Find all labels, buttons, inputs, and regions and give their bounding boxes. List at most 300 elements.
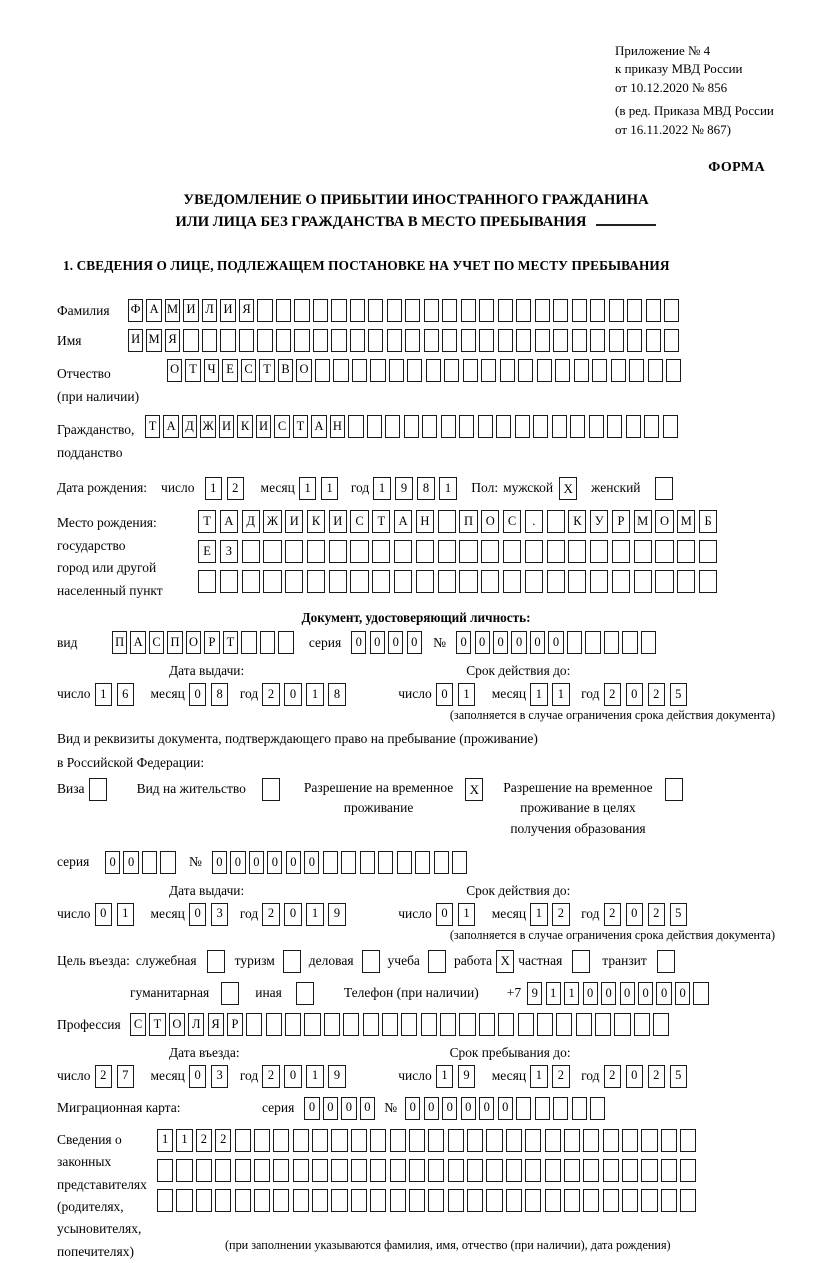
purpose-business-checkbox[interactable]: [362, 950, 380, 973]
char-cell[interactable]: [603, 1129, 619, 1152]
char-cell[interactable]: 1: [299, 477, 317, 500]
char-cell[interactable]: И: [329, 510, 347, 533]
char-cell[interactable]: [329, 570, 347, 593]
char-cell[interactable]: [661, 1159, 677, 1182]
char-cell[interactable]: [235, 1189, 251, 1212]
char-cell[interactable]: 3: [211, 1065, 229, 1088]
char-cell[interactable]: 1: [321, 477, 339, 500]
char-cell[interactable]: 0: [249, 851, 264, 874]
char-cell[interactable]: [241, 631, 256, 654]
char-cell[interactable]: А: [130, 631, 145, 654]
char-cell[interactable]: Т: [149, 1013, 165, 1036]
char-cell[interactable]: 2: [604, 683, 622, 706]
char-cell[interactable]: Р: [227, 1013, 243, 1036]
char-cell[interactable]: [612, 540, 630, 563]
char-cell[interactable]: А: [311, 415, 326, 438]
char-cell[interactable]: [215, 1189, 231, 1212]
char-cell[interactable]: [378, 851, 393, 874]
char-cell[interactable]: [680, 1129, 696, 1152]
residence-issue-year[interactable]: [262, 903, 350, 926]
char-cell[interactable]: [352, 359, 367, 382]
char-cell[interactable]: 0: [626, 1065, 644, 1088]
char-cell[interactable]: [285, 1013, 301, 1036]
char-cell[interactable]: [611, 359, 626, 382]
char-cell[interactable]: Л: [202, 299, 217, 322]
citizenship-input[interactable]: [145, 415, 681, 438]
char-cell[interactable]: Т: [259, 359, 274, 382]
char-cell[interactable]: [276, 299, 291, 322]
char-cell[interactable]: Н: [330, 415, 345, 438]
char-cell[interactable]: 2: [552, 903, 570, 926]
char-cell[interactable]: [220, 570, 238, 593]
purpose-other-checkbox[interactable]: [296, 982, 314, 1005]
char-cell[interactable]: [545, 1159, 561, 1182]
char-cell[interactable]: 8: [328, 683, 346, 706]
char-cell[interactable]: [486, 1189, 502, 1212]
char-cell[interactable]: 1: [306, 683, 324, 706]
char-cell[interactable]: 0: [442, 1097, 457, 1120]
char-cell[interactable]: [307, 540, 325, 563]
char-cell[interactable]: М: [677, 510, 695, 533]
char-cell[interactable]: [583, 1129, 599, 1152]
char-cell[interactable]: [324, 1013, 340, 1036]
char-cell[interactable]: 0: [284, 683, 302, 706]
char-cell[interactable]: 9: [527, 982, 542, 1005]
char-cell[interactable]: [444, 359, 459, 382]
char-cell[interactable]: [254, 1129, 270, 1152]
char-cell[interactable]: 0: [95, 903, 113, 926]
char-cell[interactable]: 2: [227, 477, 245, 500]
char-cell[interactable]: [622, 1159, 638, 1182]
char-cell[interactable]: [516, 329, 531, 352]
char-cell[interactable]: [595, 1013, 611, 1036]
char-cell[interactable]: [467, 1159, 483, 1182]
char-cell[interactable]: [677, 570, 695, 593]
char-cell[interactable]: [363, 1013, 379, 1036]
char-cell[interactable]: К: [307, 510, 325, 533]
purpose-tourism-checkbox[interactable]: [283, 950, 301, 973]
char-cell[interactable]: [438, 540, 456, 563]
char-cell[interactable]: Я: [239, 299, 254, 322]
char-cell[interactable]: [273, 1159, 289, 1182]
char-cell[interactable]: [409, 1129, 425, 1152]
residence-number-input[interactable]: [212, 851, 471, 874]
char-cell[interactable]: П: [459, 510, 477, 533]
identity-expiry-year[interactable]: [604, 683, 692, 706]
char-cell[interactable]: [592, 359, 607, 382]
char-cell[interactable]: [157, 1189, 173, 1212]
char-cell[interactable]: 0: [656, 982, 671, 1005]
char-cell[interactable]: [515, 415, 530, 438]
char-cell[interactable]: [273, 1189, 289, 1212]
char-cell[interactable]: 0: [424, 1097, 439, 1120]
char-cell[interactable]: 5: [670, 683, 688, 706]
char-cell[interactable]: [370, 1189, 386, 1212]
char-cell[interactable]: [350, 329, 365, 352]
char-cell[interactable]: 2: [552, 1065, 570, 1088]
char-cell[interactable]: Д: [182, 415, 197, 438]
char-cell[interactable]: [627, 299, 642, 322]
char-cell[interactable]: 1: [530, 903, 548, 926]
char-cell[interactable]: [424, 299, 439, 322]
char-cell[interactable]: Р: [612, 510, 630, 533]
char-cell[interactable]: 0: [638, 982, 653, 1005]
char-cell[interactable]: 1: [564, 982, 579, 1005]
char-cell[interactable]: [516, 299, 531, 322]
char-cell[interactable]: [428, 1159, 444, 1182]
identity-issue-month[interactable]: [189, 683, 233, 706]
char-cell[interactable]: И: [128, 329, 143, 352]
char-cell[interactable]: [331, 329, 346, 352]
residence-expiry-year[interactable]: [604, 903, 692, 926]
char-cell[interactable]: 0: [212, 851, 227, 874]
char-cell[interactable]: [438, 570, 456, 593]
char-cell[interactable]: [604, 631, 619, 654]
char-cell[interactable]: [535, 1097, 550, 1120]
char-cell[interactable]: 5: [670, 903, 688, 926]
char-cell[interactable]: 3: [211, 903, 229, 926]
purpose-humanitarian-checkbox[interactable]: [221, 982, 239, 1005]
char-cell[interactable]: [405, 299, 420, 322]
char-cell[interactable]: [434, 851, 449, 874]
char-cell[interactable]: О: [186, 631, 201, 654]
char-cell[interactable]: [590, 540, 608, 563]
sex-female-checkbox[interactable]: [655, 477, 673, 500]
char-cell[interactable]: [448, 1189, 464, 1212]
char-cell[interactable]: [612, 570, 630, 593]
char-cell[interactable]: [664, 329, 679, 352]
char-cell[interactable]: [390, 1189, 406, 1212]
char-cell[interactable]: 0: [675, 982, 690, 1005]
char-cell[interactable]: А: [394, 510, 412, 533]
char-cell[interactable]: 1: [546, 982, 561, 1005]
char-cell[interactable]: [503, 540, 521, 563]
char-cell[interactable]: Б: [699, 510, 717, 533]
char-cell[interactable]: [564, 1159, 580, 1182]
birthplace-input-row1[interactable]: [198, 510, 721, 533]
char-cell[interactable]: [626, 415, 641, 438]
char-cell[interactable]: [609, 299, 624, 322]
char-cell[interactable]: [547, 510, 565, 533]
char-cell[interactable]: [583, 1159, 599, 1182]
char-cell[interactable]: [641, 1159, 657, 1182]
char-cell[interactable]: 0: [436, 903, 454, 926]
surname-input[interactable]: [128, 299, 683, 322]
char-cell[interactable]: 1: [458, 683, 476, 706]
char-cell[interactable]: 0: [123, 851, 138, 874]
char-cell[interactable]: [235, 1159, 251, 1182]
char-cell[interactable]: [481, 540, 499, 563]
char-cell[interactable]: П: [112, 631, 127, 654]
visa-checkbox[interactable]: [89, 778, 107, 801]
char-cell[interactable]: 2: [604, 1065, 622, 1088]
char-cell[interactable]: [535, 329, 550, 352]
identity-number-input[interactable]: [456, 631, 659, 654]
identity-expiry-month[interactable]: [530, 683, 574, 706]
char-cell[interactable]: 1: [157, 1129, 173, 1152]
char-cell[interactable]: [368, 329, 383, 352]
char-cell[interactable]: [312, 1189, 328, 1212]
char-cell[interactable]: [506, 1159, 522, 1182]
char-cell[interactable]: [254, 1189, 270, 1212]
char-cell[interactable]: [564, 1189, 580, 1212]
char-cell[interactable]: 1: [530, 1065, 548, 1088]
char-cell[interactable]: [634, 1013, 650, 1036]
char-cell[interactable]: [481, 359, 496, 382]
char-cell[interactable]: [576, 1013, 592, 1036]
char-cell[interactable]: 1: [439, 477, 457, 500]
char-cell[interactable]: 2: [262, 683, 280, 706]
char-cell[interactable]: [603, 1189, 619, 1212]
char-cell[interactable]: [537, 1013, 553, 1036]
char-cell[interactable]: [263, 540, 281, 563]
char-cell[interactable]: [370, 359, 385, 382]
char-cell[interactable]: 7: [117, 1065, 135, 1088]
char-cell[interactable]: Ж: [200, 415, 215, 438]
char-cell[interactable]: .: [525, 510, 543, 533]
char-cell[interactable]: 9: [328, 903, 346, 926]
char-cell[interactable]: [590, 299, 605, 322]
char-cell[interactable]: [315, 359, 330, 382]
identity-expiry-day[interactable]: [436, 683, 480, 706]
char-cell[interactable]: [655, 570, 673, 593]
char-cell[interactable]: [459, 1013, 475, 1036]
char-cell[interactable]: [537, 359, 552, 382]
char-cell[interactable]: [463, 359, 478, 382]
char-cell[interactable]: [699, 570, 717, 593]
char-cell[interactable]: [479, 1013, 495, 1036]
char-cell[interactable]: [196, 1159, 212, 1182]
char-cell[interactable]: 2: [95, 1065, 113, 1088]
char-cell[interactable]: [498, 1013, 514, 1036]
char-cell[interactable]: П: [167, 631, 182, 654]
char-cell[interactable]: [331, 1129, 347, 1152]
char-cell[interactable]: [525, 1129, 541, 1152]
purpose-private-checkbox[interactable]: [572, 950, 590, 973]
char-cell[interactable]: [416, 540, 434, 563]
char-cell[interactable]: [382, 1013, 398, 1036]
char-cell[interactable]: С: [274, 415, 289, 438]
char-cell[interactable]: 0: [626, 683, 644, 706]
char-cell[interactable]: 0: [304, 851, 319, 874]
char-cell[interactable]: [553, 1097, 568, 1120]
char-cell[interactable]: [294, 299, 309, 322]
char-cell[interactable]: [664, 299, 679, 322]
char-cell[interactable]: 8: [417, 477, 435, 500]
char-cell[interactable]: [555, 359, 570, 382]
char-cell[interactable]: 8: [211, 683, 229, 706]
char-cell[interactable]: 0: [105, 851, 120, 874]
char-cell[interactable]: [572, 329, 587, 352]
char-cell[interactable]: [644, 415, 659, 438]
char-cell[interactable]: [440, 1013, 456, 1036]
char-cell[interactable]: [239, 329, 254, 352]
char-cell[interactable]: [525, 1189, 541, 1212]
char-cell[interactable]: [331, 1159, 347, 1182]
char-cell[interactable]: [661, 1189, 677, 1212]
char-cell[interactable]: 0: [388, 631, 403, 654]
char-cell[interactable]: [622, 1189, 638, 1212]
char-cell[interactable]: [397, 851, 412, 874]
char-cell[interactable]: [553, 329, 568, 352]
char-cell[interactable]: 0: [323, 1097, 338, 1120]
char-cell[interactable]: [370, 1129, 386, 1152]
char-cell[interactable]: [568, 570, 586, 593]
char-cell[interactable]: И: [183, 299, 198, 322]
char-cell[interactable]: [220, 329, 235, 352]
char-cell[interactable]: 2: [648, 1065, 666, 1088]
char-cell[interactable]: [404, 415, 419, 438]
char-cell[interactable]: [503, 570, 521, 593]
char-cell[interactable]: [589, 415, 604, 438]
char-cell[interactable]: [535, 299, 550, 322]
char-cell[interactable]: 9: [395, 477, 413, 500]
char-cell[interactable]: [215, 1159, 231, 1182]
char-cell[interactable]: [607, 415, 622, 438]
char-cell[interactable]: А: [146, 299, 161, 322]
char-cell[interactable]: О: [655, 510, 673, 533]
char-cell[interactable]: 2: [648, 903, 666, 926]
char-cell[interactable]: 9: [458, 1065, 476, 1088]
char-cell[interactable]: [648, 359, 663, 382]
patronymic-input[interactable]: [167, 359, 685, 382]
char-cell[interactable]: [409, 1159, 425, 1182]
char-cell[interactable]: [313, 329, 328, 352]
char-cell[interactable]: [452, 851, 467, 874]
char-cell[interactable]: [442, 329, 457, 352]
char-cell[interactable]: [459, 415, 474, 438]
char-cell[interactable]: [500, 359, 515, 382]
char-cell[interactable]: [343, 1013, 359, 1036]
char-cell[interactable]: М: [146, 329, 161, 352]
char-cell[interactable]: [661, 1129, 677, 1152]
purpose-study-checkbox[interactable]: [428, 950, 446, 973]
char-cell[interactable]: [438, 510, 456, 533]
char-cell[interactable]: [370, 1159, 386, 1182]
char-cell[interactable]: 0: [189, 683, 207, 706]
purpose-official-checkbox[interactable]: [207, 950, 225, 973]
char-cell[interactable]: [307, 570, 325, 593]
char-cell[interactable]: [416, 570, 434, 593]
birthdate-day-input[interactable]: [205, 477, 249, 500]
char-cell[interactable]: [547, 570, 565, 593]
identity-issue-year[interactable]: [262, 683, 350, 706]
char-cell[interactable]: [547, 540, 565, 563]
char-cell[interactable]: [680, 1189, 696, 1212]
birthplace-input-row3[interactable]: [198, 570, 721, 593]
char-cell[interactable]: [409, 1189, 425, 1212]
char-cell[interactable]: [572, 299, 587, 322]
char-cell[interactable]: [614, 1013, 630, 1036]
char-cell[interactable]: [663, 415, 678, 438]
char-cell[interactable]: [273, 1129, 289, 1152]
char-cell[interactable]: [441, 415, 456, 438]
char-cell[interactable]: [567, 631, 582, 654]
char-cell[interactable]: [424, 329, 439, 352]
char-cell[interactable]: [368, 299, 383, 322]
char-cell[interactable]: [407, 359, 422, 382]
char-cell[interactable]: А: [220, 510, 238, 533]
char-cell[interactable]: О: [481, 510, 499, 533]
char-cell[interactable]: [496, 415, 511, 438]
char-cell[interactable]: [285, 570, 303, 593]
char-cell[interactable]: [293, 1129, 309, 1152]
char-cell[interactable]: [196, 1189, 212, 1212]
char-cell[interactable]: 1: [530, 683, 548, 706]
char-cell[interactable]: [285, 540, 303, 563]
char-cell[interactable]: Т: [223, 631, 238, 654]
char-cell[interactable]: 0: [511, 631, 526, 654]
char-cell[interactable]: [263, 570, 281, 593]
char-cell[interactable]: М: [634, 510, 652, 533]
char-cell[interactable]: [585, 631, 600, 654]
char-cell[interactable]: [590, 1097, 605, 1120]
birthplace-input-row2[interactable]: [198, 540, 721, 563]
char-cell[interactable]: [426, 359, 441, 382]
char-cell[interactable]: 1: [176, 1129, 192, 1152]
temp-residence-edu-checkbox[interactable]: [665, 778, 683, 801]
char-cell[interactable]: [622, 631, 637, 654]
char-cell[interactable]: 1: [95, 683, 113, 706]
char-cell[interactable]: И: [220, 299, 235, 322]
char-cell[interactable]: [518, 359, 533, 382]
char-cell[interactable]: [448, 1159, 464, 1182]
char-cell[interactable]: [351, 1189, 367, 1212]
representatives-input-row3[interactable]: [157, 1189, 700, 1212]
char-cell[interactable]: Е: [222, 359, 237, 382]
char-cell[interactable]: [323, 851, 338, 874]
char-cell[interactable]: 0: [351, 631, 366, 654]
char-cell[interactable]: [428, 1189, 444, 1212]
char-cell[interactable]: [293, 1189, 309, 1212]
char-cell[interactable]: 0: [530, 631, 545, 654]
char-cell[interactable]: 5: [670, 1065, 688, 1088]
residence-series-input[interactable]: [105, 851, 179, 874]
char-cell[interactable]: [183, 329, 198, 352]
char-cell[interactable]: [525, 540, 543, 563]
residence-expiry-day[interactable]: [436, 903, 480, 926]
char-cell[interactable]: 2: [196, 1129, 212, 1152]
char-cell[interactable]: [257, 329, 272, 352]
char-cell[interactable]: [390, 1159, 406, 1182]
char-cell[interactable]: Т: [145, 415, 160, 438]
char-cell[interactable]: [428, 1129, 444, 1152]
char-cell[interactable]: [176, 1189, 192, 1212]
char-cell[interactable]: 0: [548, 631, 563, 654]
char-cell[interactable]: 0: [284, 1065, 302, 1088]
char-cell[interactable]: [516, 1097, 531, 1120]
char-cell[interactable]: 0: [583, 982, 598, 1005]
name-input[interactable]: [128, 329, 683, 352]
char-cell[interactable]: [653, 1013, 669, 1036]
char-cell[interactable]: 6: [117, 683, 135, 706]
char-cell[interactable]: 0: [620, 982, 635, 1005]
char-cell[interactable]: [278, 631, 293, 654]
residence-issue-day[interactable]: [95, 903, 139, 926]
char-cell[interactable]: [372, 570, 390, 593]
char-cell[interactable]: Л: [188, 1013, 204, 1036]
char-cell[interactable]: [603, 1159, 619, 1182]
char-cell[interactable]: Ж: [263, 510, 281, 533]
char-cell[interactable]: [350, 570, 368, 593]
char-cell[interactable]: 2: [215, 1129, 231, 1152]
char-cell[interactable]: 0: [360, 1097, 375, 1120]
char-cell[interactable]: [609, 329, 624, 352]
char-cell[interactable]: [498, 329, 513, 352]
char-cell[interactable]: Е: [198, 540, 216, 563]
char-cell[interactable]: [390, 1129, 406, 1152]
char-cell[interactable]: Ч: [204, 359, 219, 382]
